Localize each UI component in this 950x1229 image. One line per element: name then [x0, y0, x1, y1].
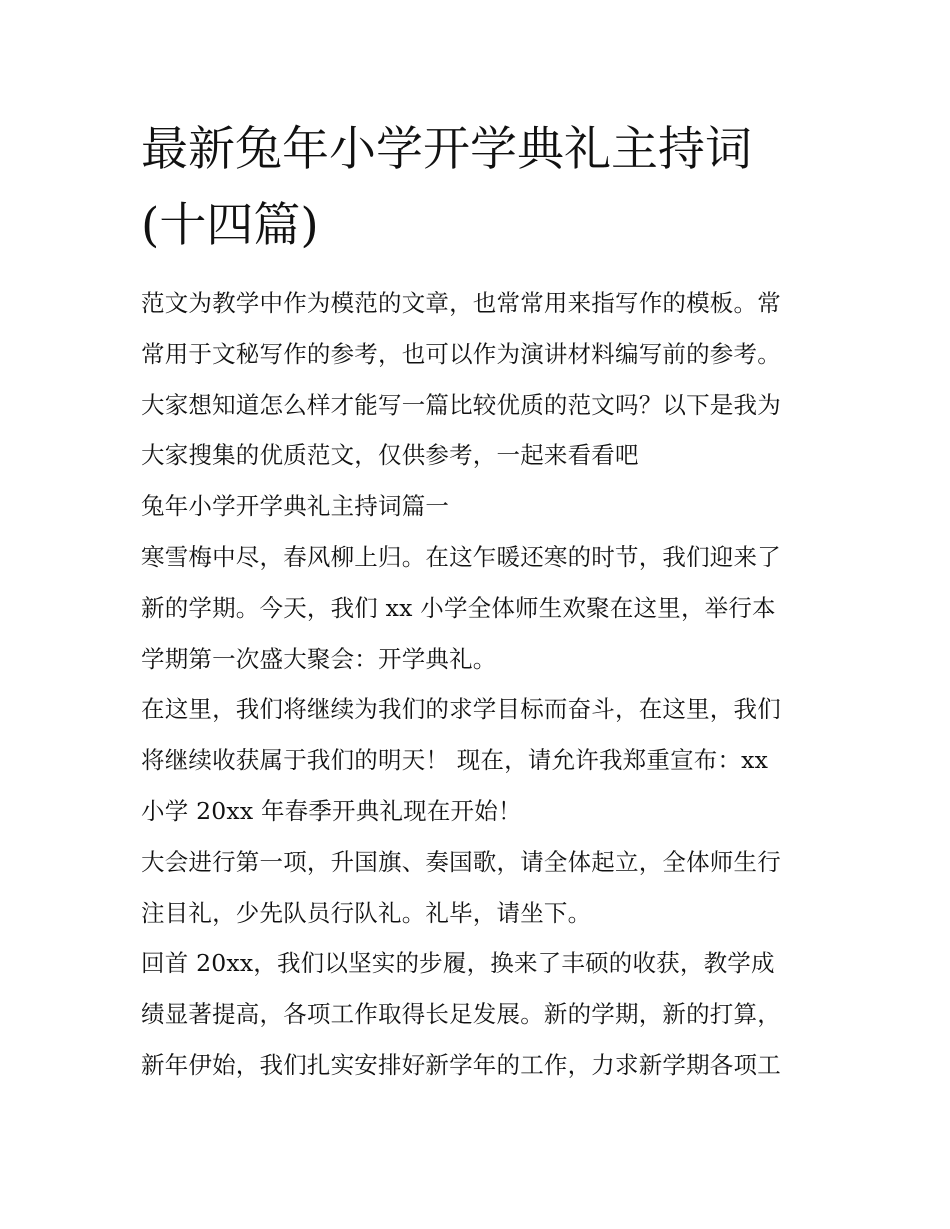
text-line: 范文为教学中作为模范的文章，也常常用来指写作的模板。常: [141, 289, 781, 317]
paragraph-opening: [141, 532, 821, 684]
paragraph-intro: [141, 278, 821, 481]
text-line: 新的学期。今天，我们 xx 小学全体师生欢聚在这里，举行本: [141, 593, 776, 622]
document-body: [141, 112, 821, 1091]
title-line-2: (十四篇): [141, 198, 319, 253]
paragraph-announcement: [141, 684, 821, 836]
text-line: 将继续收获属于我们的明天！ 现在，请允许我郑重宣布：xx: [141, 746, 769, 775]
text-line: 常用于文秘写作的参考，也可以作为演讲材料编写前的参考。: [141, 339, 781, 368]
paragraph-flag-ceremony: [141, 837, 821, 939]
text-line: 寒雪梅中尽，春风柳上归。在这乍暖还寒的时节，我们迎来了: [141, 542, 781, 571]
document-title: [141, 112, 821, 264]
text-line: 新年伊始，我们扎实安排好新学年的工作，力求新学期各项工: [141, 1050, 781, 1079]
text-line: 大家搜集的优质范文，仅供参考，一起来看看吧: [141, 441, 639, 470]
text-line: 大会进行第一项，升国旗、奏国歌，请全体起立，全体师生行: [141, 847, 781, 876]
title-line-1: 最新兔年小学开学典礼主持词: [141, 122, 752, 177]
text-line: 注目礼，少先队员行队礼。礼毕，请坐下。: [141, 898, 592, 927]
text-line: 兔年小学开学典礼主持词篇一: [141, 492, 450, 521]
paragraph-review: [141, 938, 821, 1090]
text-line: 在这里，我们将继续为我们的求学目标而奋斗，在这里，我们: [141, 695, 781, 724]
text-line: 回首 20xx，我们以坚实的步履，换来了丰硕的收获，教学成: [141, 949, 775, 978]
text-line: 大家想知道怎么样才能写一篇比较优质的范文吗？以下是我为: [141, 390, 781, 419]
text-line: 小学 20xx 年春季开典礼现在开始！: [141, 796, 522, 825]
text-line: 学期第一次盛大聚会：开学典礼。: [141, 644, 497, 673]
section-heading: [141, 481, 821, 532]
text-line: 绩显著提高，各项工作取得长足发展。新的学期，新的打算，: [141, 1000, 781, 1029]
